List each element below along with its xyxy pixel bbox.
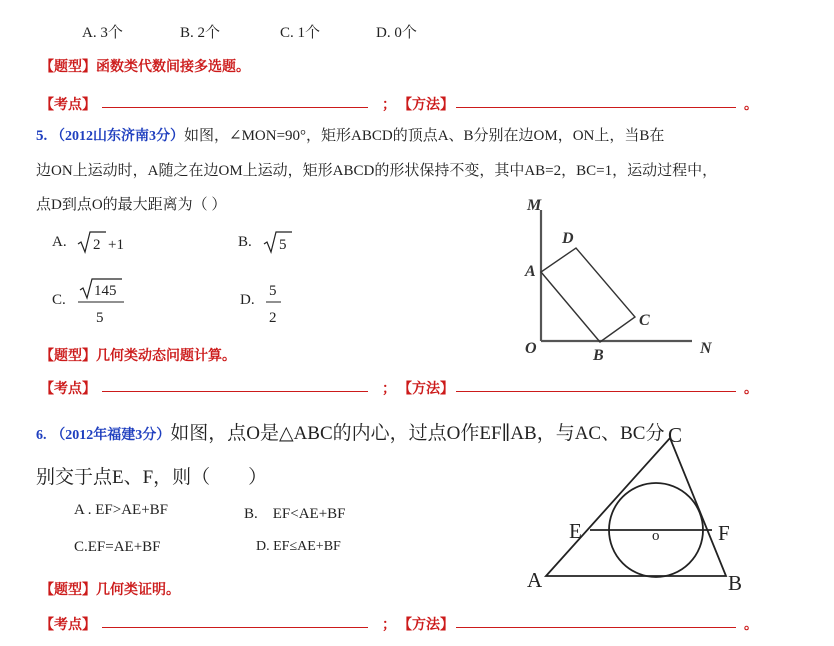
q6-option-c: C.EF=AE+BF — [74, 539, 161, 555]
q5-option-d-math — [264, 278, 284, 328]
sqrt-sign-icon — [264, 232, 292, 252]
q6-kaodian-blank[interactable] — [102, 627, 368, 628]
q6-option-d: D. EF≤AE+BF — [256, 539, 341, 554]
q6-option-b: B. EF<AE+BF — [244, 506, 346, 522]
q5-option-d-prefix: D. — [240, 292, 255, 308]
q5-kaodian-blank[interactable] — [102, 391, 368, 392]
q5-option-a-suffix: +1 — [108, 237, 124, 253]
q5-question-type: 【题型】几何类动态问题计算。 — [40, 349, 236, 364]
label-a: A — [527, 568, 543, 592]
q6-separator: ； — [382, 618, 396, 633]
q5-option-b-prefix: B. — [238, 234, 252, 250]
q5-separator: ； — [382, 382, 396, 397]
q6-option-a: A . EF>AE+BF — [74, 502, 169, 518]
label-a: A — [525, 263, 536, 280]
label-c: C — [668, 423, 683, 447]
label-o: O — [525, 340, 537, 357]
triangle-abc — [546, 438, 726, 576]
q6-kaodian-label: 【考点】 — [40, 618, 96, 633]
q6-question-type: 【题型】几何类证明。 — [40, 583, 180, 598]
label-f: F — [718, 521, 730, 545]
q4-separator: ； — [382, 98, 396, 113]
q6-number: 6. — [36, 428, 47, 443]
q4-option-a: A. 3个 — [82, 25, 123, 41]
q4-question-type: 【题型】函数类代数间接多选题。 — [40, 60, 250, 75]
q5-fangfa-blank[interactable] — [456, 391, 736, 392]
label-c: C — [639, 312, 650, 329]
q5-stem-line3: 点D到点O的最大距离为（ ） — [36, 197, 227, 213]
q4-kaodian-label: 【考点】 — [40, 98, 96, 113]
q5-option-c-prefix: C. — [52, 292, 66, 308]
q5-fangfa-label: 【方法】 — [398, 382, 454, 397]
q4-option-b: B. 2个 — [180, 25, 221, 41]
label-b: B — [728, 571, 743, 595]
label-o: o — [652, 528, 660, 544]
q5-option-a-radicand: 2 — [93, 237, 101, 253]
q5-option-b-math — [262, 228, 302, 256]
q5-source: （2012山东济南3分） — [51, 129, 184, 144]
q5-option-a — [52, 234, 67, 251]
q5-stem-line2: 边ON上运动时，A随之在边OM上运动，矩形ABCD的形状保持不变，其中AB=2，BC=1，运动过程中， — [36, 163, 718, 179]
q5-option-d — [240, 292, 255, 309]
label-d: D — [562, 230, 574, 247]
label-n: N — [700, 340, 712, 357]
q6-figure-incircle-diagram — [520, 416, 760, 601]
q5-option-b — [238, 234, 252, 251]
q5-option-b-radicand: 5 — [279, 237, 287, 253]
q4-fangfa-blank[interactable] — [456, 107, 736, 108]
q4-option-c: C. 1个 — [280, 25, 321, 41]
q5-option-c-denominator: 5 — [96, 310, 104, 326]
q5-option-d-denominator: 2 — [269, 310, 277, 326]
q6-source: （2012年福建3分） — [51, 428, 171, 443]
q4-option-d: D. 0个 — [376, 25, 417, 41]
q5-option-c — [52, 292, 66, 309]
q5-figure-rectangle-diagram — [520, 190, 720, 365]
q5-option-c-math — [76, 276, 128, 328]
q5-kaodian-label: 【考点】 — [40, 382, 96, 397]
q6-end-mark: 。 — [744, 618, 758, 633]
q5-option-a-prefix: A. — [52, 234, 67, 250]
q6-fangfa-label: 【方法】 — [398, 618, 454, 633]
q5-number: 5. — [36, 128, 48, 144]
q6-fangfa-blank[interactable] — [456, 627, 736, 628]
q5-option-d-numerator: 5 — [269, 283, 277, 299]
q6-stem-line2: 别交于点E、F，则（ ） — [36, 467, 268, 488]
q5-stem-line1: 如图，∠MON=90°，矩形ABCD的顶点A、B分别在边OM，ON上，当B在 — [184, 128, 665, 144]
label-b: B — [593, 347, 604, 364]
q4-fangfa-label: 【方法】 — [398, 98, 454, 113]
q5-line1 — [36, 124, 664, 145]
q5-option-c-radicand: 145 — [94, 283, 117, 299]
q4-kaodian-blank[interactable] — [102, 107, 368, 108]
q5-option-a-math — [76, 228, 136, 256]
label-e: E — [569, 519, 582, 543]
q4-end-mark: 。 — [744, 98, 758, 113]
q5-end-mark: 。 — [744, 382, 758, 397]
rectangle-abcd — [541, 248, 635, 342]
label-m: M — [527, 197, 542, 214]
sqrt-sign-icon — [78, 232, 106, 252]
q6-stem-line1: 如图，点O是△ABC的内心，过点O作EF∥AB，与AC、BC分 — [170, 423, 665, 444]
